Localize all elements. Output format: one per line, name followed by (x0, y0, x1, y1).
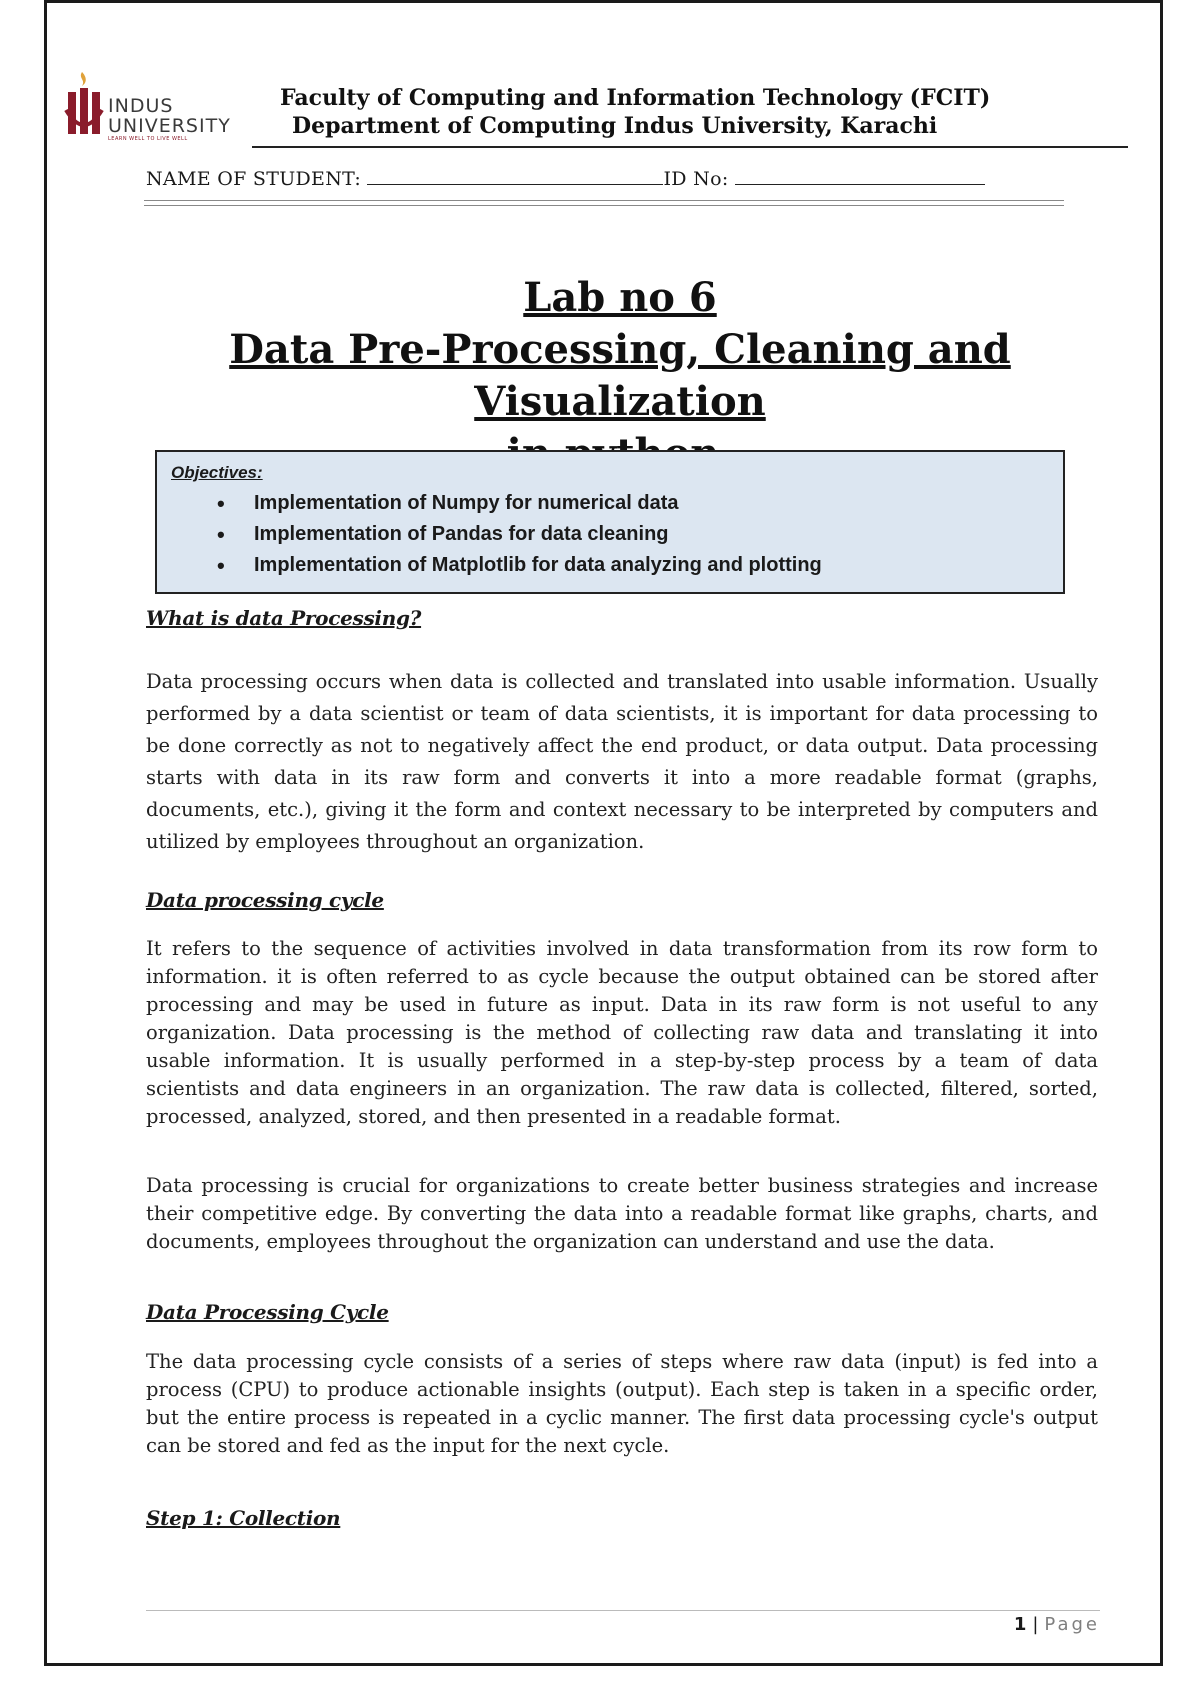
document-header (280, 84, 1040, 140)
footer-rule (146, 1610, 1100, 1611)
double-divider (144, 200, 1064, 206)
page-number: 1 (1013, 1614, 1027, 1635)
logo-tagline: LEARN WELL TO LIVE WELL (108, 136, 188, 142)
student-id-label: ID No: (663, 168, 729, 190)
logo-line1: INDUS (108, 95, 174, 117)
header-rule (252, 146, 1128, 148)
page-footer (1014, 1614, 1100, 1635)
objectives-box (155, 450, 1065, 594)
page-label: Page (1044, 1614, 1100, 1635)
section-text-processing-cycle: The data processing cycle consists of a series of steps where raw data (input) is fed into a process (CPU) to produce actionable insights (output). Each step is taken in a specific order, but the entire process is repeated in a cyclic manner. The first data processing cycle's output can be stored and fed as the input for the next cycle. (146, 1350, 1098, 1457)
section-text-cycle: It refers to the sequence of activities involved in data transformation from its row form to information. it is often referred to as cycle because the output obtained can be stored after processing and may be used in future as input. Data in its raw form is not useful to any organization. Data processing is the method of collecting raw data and translating it into usable information. It is usually performed in a step-by-step process by a team of data scientists and data engineers in an organization. The raw data is collected, filtered, sorted, processed, analyzed, stored, and then presented in a readable format. (146, 937, 1098, 1128)
lab-number: Lab no 6 (523, 274, 717, 321)
faculty-name: Faculty of Computing and Information Technology (FCIT) (280, 85, 991, 111)
student-id-field[interactable] (735, 166, 985, 185)
student-name-field[interactable] (367, 166, 663, 185)
logo-emblem-icon (64, 70, 110, 140)
section-heading-processing-cycle: Data Processing Cycle (146, 1300, 389, 1324)
section-heading-cycle: Data processing cycle (146, 888, 384, 912)
department-name: Department of Computing Indus University, Karachi (292, 113, 938, 139)
objective-item: • Implementation of Pandas for data cleaning (217, 519, 822, 550)
section-text-what-is: Data processing occurs when data is collected and translated into usable information. Usually performed by a data scientist or team of data scientists, it is important for data processing to be done correctly as not to negatively affect the end product, or data output. Data processing starts with data in its raw form and converts it into a more readable format (graphs, documents, etc.), giving it the form and context necessary to be interpreted by computers and utilized by employees throughout an organization. (146, 670, 1098, 853)
lab-title (140, 272, 1100, 480)
student-name-label: NAME OF STUDENT: (146, 168, 362, 190)
university-logo (64, 70, 254, 144)
section-heading-what-is: What is data Processing? (146, 606, 422, 630)
objective-item: • Implementation of Numpy for numerical data (217, 488, 822, 519)
lab-topic: Data Pre-Processing, Cleaning and Visualization (229, 326, 1011, 425)
objective-item: • Implementation of Matplotlib for data analyzing and plotting (217, 550, 822, 581)
section-heading-step1: Step 1: Collection (146, 1506, 341, 1530)
logo-line2: UNIVERSITY (108, 115, 231, 137)
student-info-row (146, 166, 985, 190)
section-text-cycle-2: Data processing is crucial for organizations to create better business strategies and increase their competitive edge. By converting the data into a readable format like graphs, charts, and documents, employees throughout the organization can understand and use the data. (146, 1174, 1098, 1253)
footer-separator: | (1032, 1614, 1039, 1635)
objectives-list (217, 488, 822, 581)
objectives-label: Objectives: (171, 463, 263, 482)
